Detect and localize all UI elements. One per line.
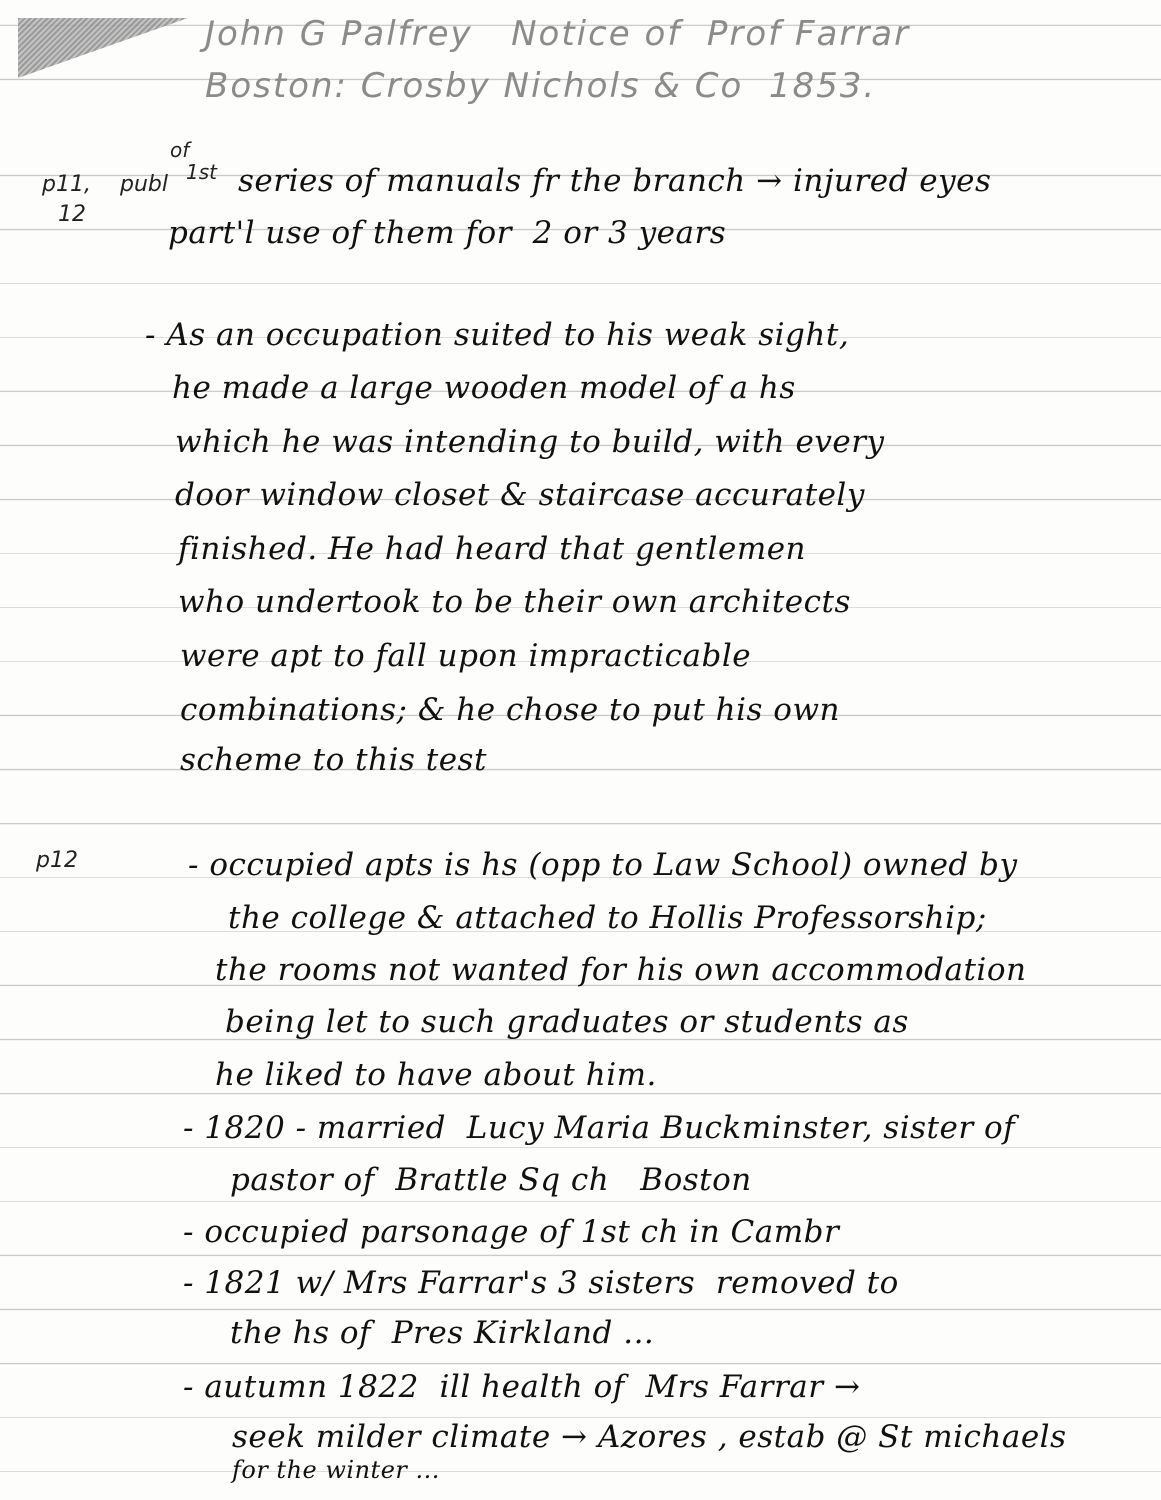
note-line: the hs of Pres Kirkland ... xyxy=(230,1315,655,1351)
note-line: seek milder climate → Azores , estab @ St michaels xyxy=(232,1419,1067,1455)
note-line: which he was intending to build, with every xyxy=(175,424,885,460)
note-line: - autumn 1822 ill health of Mrs Farrar → xyxy=(183,1369,861,1405)
note-line: - occupied apts is hs (opp to Law School) owned by xyxy=(188,847,1018,883)
note-line: finished. He had heard that gentlemen xyxy=(178,531,807,567)
note-line: - As an occupation suited to his weak sight, xyxy=(145,317,850,353)
note-line: he made a large wooden model of a hs xyxy=(172,370,796,406)
note-line: the college & attached to Hollis Professorship; xyxy=(228,900,987,936)
note-line: were apt to fall upon impracticable xyxy=(180,638,752,674)
note-line: being let to such graduates or students as xyxy=(225,1004,909,1040)
note-line: pastor of Brattle Sq ch Boston xyxy=(230,1162,752,1198)
page-ref-p11: p11, xyxy=(42,172,91,197)
note-line: door window closet & staircase accurately xyxy=(175,477,865,513)
note-line: series of manuals fr the branch → injured eyes xyxy=(238,163,992,199)
page-ref-p12: p12 xyxy=(36,848,78,873)
scan-corner-shadow xyxy=(18,18,188,78)
note-line: scheme to this test xyxy=(180,742,487,778)
citation-line-2: Boston: Crosby Nichols & Co 1853. xyxy=(205,66,877,106)
note-line: the rooms not wanted for his own accommodation xyxy=(215,952,1027,988)
citation-line-1: John G Palfrey Notice of Prof Farrar xyxy=(205,14,911,54)
note-line: combinations; & he chose to put his own xyxy=(180,692,840,728)
superscript-of: of xyxy=(170,138,190,162)
note-line: he liked to have about him. xyxy=(215,1057,657,1093)
publ-word: publ xyxy=(120,172,168,197)
superscript-1st: 1st xyxy=(186,160,217,184)
note-line: - 1820 - married Lucy Maria Buckminster, sister of xyxy=(183,1110,1016,1146)
note-line: - occupied parsonage of 1st ch in Cambr xyxy=(183,1214,840,1250)
page-ref-12: 12 xyxy=(58,202,86,227)
note-line: for the winter ... xyxy=(232,1456,440,1484)
note-line: part'l use of them for 2 or 3 years xyxy=(168,215,727,251)
note-line: - 1821 w/ Mrs Farrar's 3 sisters removed to xyxy=(183,1265,899,1301)
note-line: who undertook to be their own architects xyxy=(178,584,851,620)
